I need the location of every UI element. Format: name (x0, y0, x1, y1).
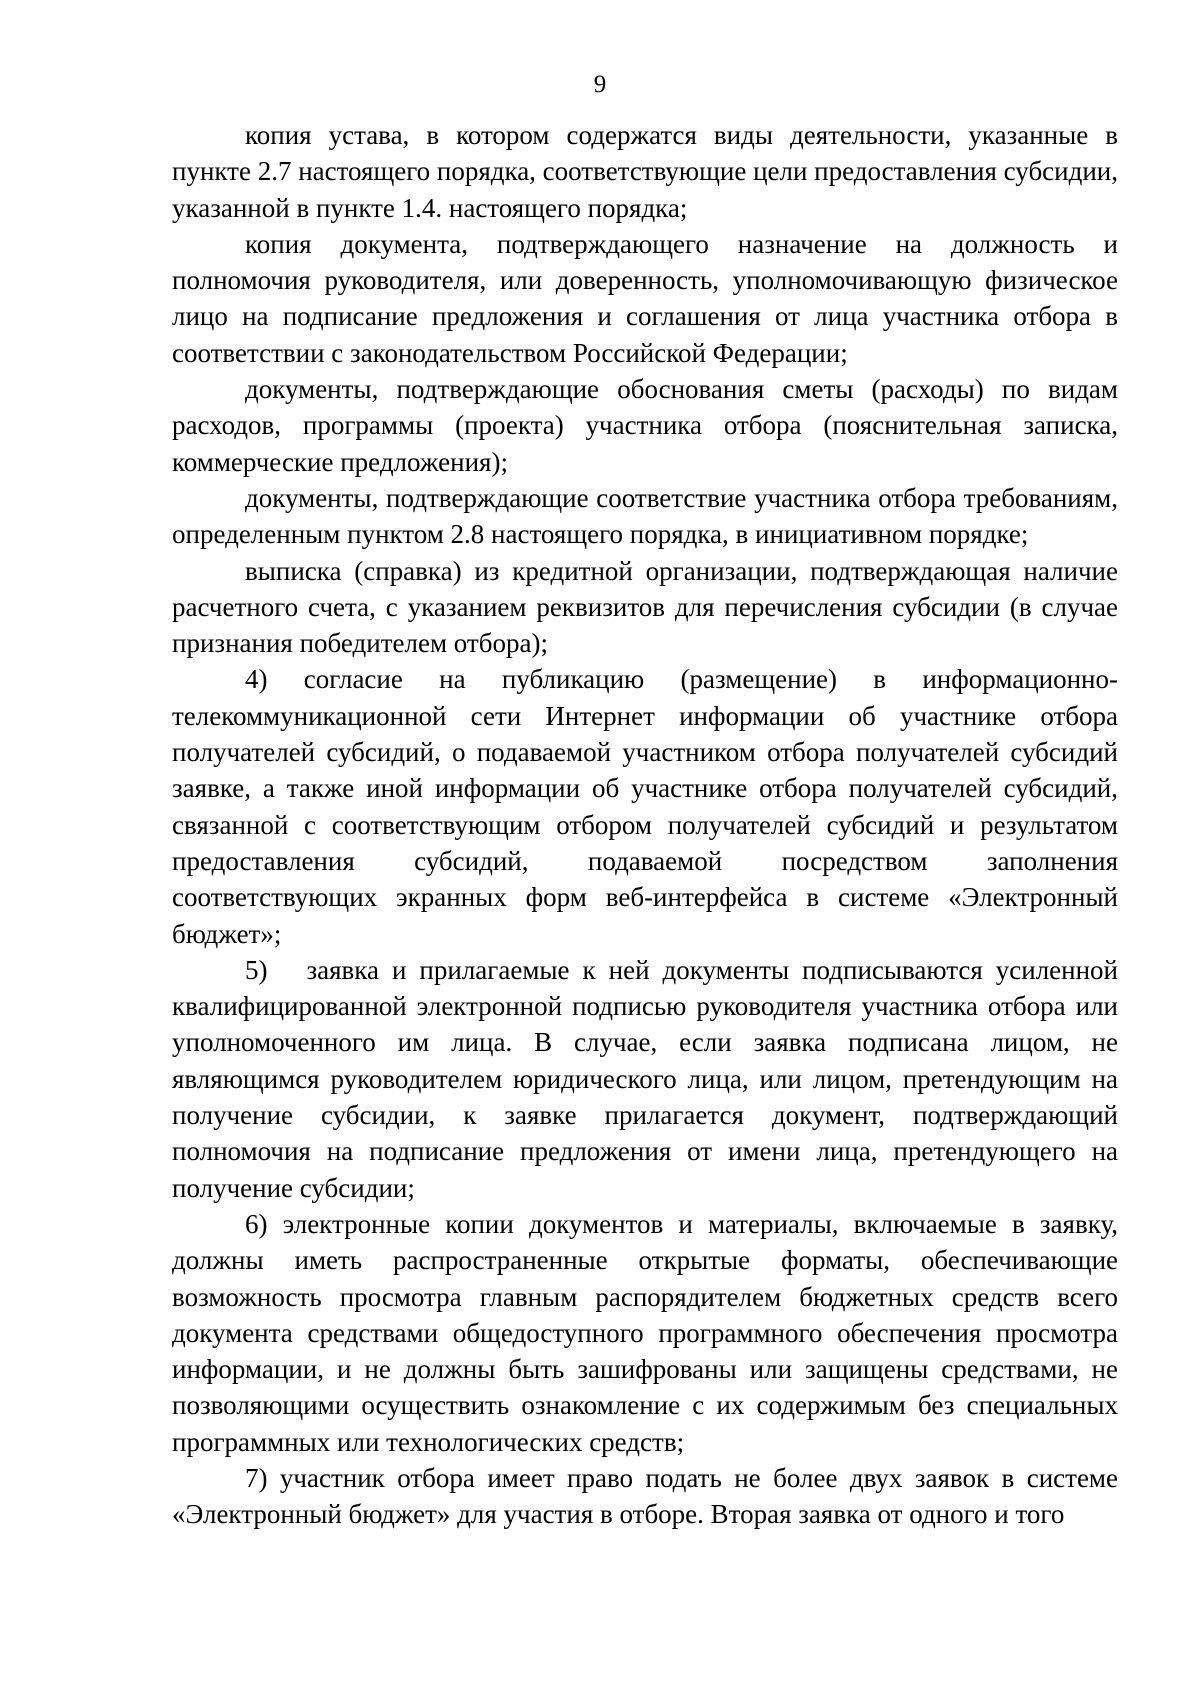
paragraph-item-6-file-formats: 6) электронные копии документов и материалы, включаемые в заявку, должны иметь распространенные открытые форматы, обеспечивающие возможность просмотра главным распорядителем бюджетных средств всего документа средствами общедоступного программного обеспечения просмотра информации, и не должны быть зашифрованы или защищены средствами, не позволяющими осуществить ознакомление с их содержимым без специальных программных или технологических средств; (172, 1208, 1118, 1457)
paragraph-charter-copy: копия устава, в котором содержатся виды деятельности, указанные в пункте 2.7 настоящего порядка, соответствующие цели предоставления субсидии, указанной в пункте 1.4. настоящего порядка; (172, 120, 1119, 223)
paragraph-bank-statement: выписка (справка) из кредитной организации, подтверждающая наличие расчетного счета, с указанием реквизитов для перечисления субсидии (в случае признания победителем отбора); (172, 555, 1118, 659)
paragraph-requirements-compliance: документы, подтверждающие соответствие участника отбора требованиям, определенным пунктом 2.8 настоящего порядка, в инициативном порядке; (172, 482, 1118, 550)
page-number: 9 (593, 71, 607, 98)
paragraph-item-5-electronic-signature: 5) заявка и прилагаемые к ней документы подписываются усиленной квалифицированной электронной подписью руководителя участника отбора или уполномоченного им лица. В случае, если заявка подписана лицом, не являющимся руководителем юридического лица, или лицом, претендующим на получение субсидии, к заявке прилагается документ, подтверждающий полномочия на подписание предложения от имени лица, претендующего на получение субсидии; (172, 954, 1125, 1203)
paragraph-authority-document: копия документа, подтверждающего назначение на должность и полномочия руководителя, или доверенность, уполномочивающую физическое лицо на подписание предложения и соглашения от лица участника отбора в соответствии с законодательством Российской Федерации; (172, 228, 1118, 368)
paragraph-estimate-justification: документы, подтверждающие обоснования сметы (расходы) по видам расходов, программы (проекта) участника отбора (пояснительная записка, коммерческие предложения); (172, 374, 1118, 477)
paragraph-item-7-application-limit: 7) участник отбора имеет право подать не более двух заявок в системе «Электронный бюджет» для участия в отборе. Вторая заявка от одного и того (172, 1462, 1118, 1530)
document-body (172, 117, 1125, 1533)
paragraph-item-4-publication-consent: 4) согласие на публикацию (размещение) в информационно-телекоммуникационной сети Интернет информации об участнике отбора получателей субсидий, о подаваемой участником отбора получателей субсидий заявке, а также иной информации об участнике отбора получателей субсидий, связанной с соответствующим отбором получателей субсидий и результатом предоставления субсидий, подаваемой посредством заполнения соответствующих экранных форм веб-интерфейса в системе «Электронный бюджет»; (172, 664, 1118, 949)
